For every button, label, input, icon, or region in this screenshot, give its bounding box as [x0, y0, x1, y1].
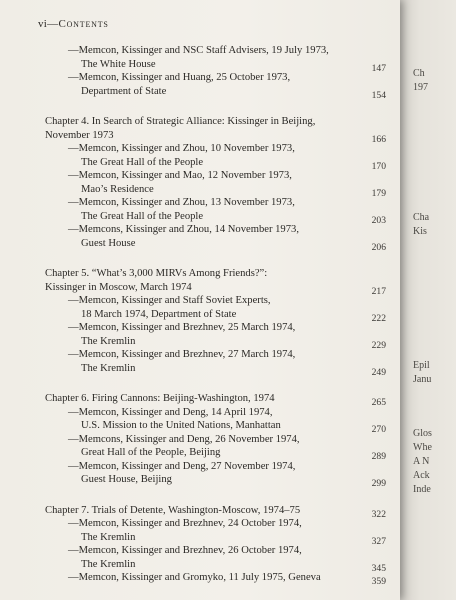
page-number: 299	[371, 478, 386, 489]
memcon-entry-line: The Kremlin	[81, 531, 136, 543]
section-title: Contents	[58, 18, 109, 30]
page-number: 359	[371, 576, 386, 587]
page-number: 147	[371, 62, 386, 74]
memcon-entry-line: —Memcon, Kissinger and Deng, 14 April 1974,	[68, 406, 273, 418]
memcon-entry-line: —Memcon, Kissinger and Brezhnev, 26 October 1974,	[68, 545, 302, 556]
memcon-entry-line: Mao’s Residence	[81, 183, 154, 195]
page-number: 217	[371, 285, 386, 297]
page-number: 206	[371, 241, 386, 253]
page-number: 203	[371, 214, 386, 226]
adjacent-fragment: Inde	[413, 484, 431, 495]
page-numeral: vi	[38, 18, 48, 30]
page-number: 166	[371, 133, 386, 145]
page-number: 327	[371, 535, 386, 547]
memcon-entry-line: The Kremlin	[81, 335, 136, 347]
memcon-entry-line: The Great Hall of the People	[81, 210, 204, 222]
memcon-entry-line: —Memcon, Kissinger and Brezhnev, 25 March 1974,	[68, 322, 296, 333]
page-number: 179	[371, 187, 386, 199]
memcon-entry-line: —Memcon, Kissinger and Mao, 12 November 1973,	[68, 170, 292, 181]
page-number: 345	[371, 562, 386, 574]
memcon-entry-line: Great Hall of the People, Beijing	[81, 447, 221, 458]
page-number: 265	[371, 397, 386, 408]
chapter-heading-line: Chapter 7. Trials of Detente, Washington-Moscow, 1974–75	[45, 504, 301, 516]
page-number: 229	[371, 339, 386, 351]
memcon-entry-line: —Memcon, Kissinger and Staff Soviet Experts,	[68, 295, 271, 306]
memcon-entry-line: The White House	[81, 58, 156, 70]
memcon-entry-line: Department of State	[81, 85, 167, 97]
adjacent-fragment: Cha	[413, 212, 430, 223]
adjacent-page	[400, 0, 456, 600]
memcon-entry-line: The Great Hall of the People	[81, 156, 204, 168]
page-number: 154	[371, 89, 386, 101]
chapter-heading-line: Chapter 6. Firing Cannons: Beijing-Washington, 1974	[45, 393, 275, 404]
memcon-entry-line: The Kremlin	[81, 558, 136, 570]
memcon-entry-line: —Memcon, Kissinger and Brezhnev, 27 March 1974,	[68, 349, 296, 360]
adjacent-fragment: Janu	[413, 374, 432, 385]
memcon-entry-line: —Memcon, Kissinger and Brezhnev, 24 October 1974,	[68, 518, 302, 529]
adjacent-fragment: Ack	[413, 470, 430, 481]
chapter-heading-line: Kissinger in Moscow, March 1974	[45, 281, 192, 293]
memcon-entry-line: Guest House, Beijing	[81, 474, 172, 485]
memcon-entry-line: —Memcon, Kissinger and NSC Staff Advisers, 19 July 1973,	[68, 45, 329, 56]
page-number: 222	[371, 312, 386, 324]
memcon-entry-line: —Memcon, Kissinger and Zhou, 13 November 1973,	[68, 197, 295, 208]
adjacent-fragment: Whe	[413, 442, 432, 453]
chapter-heading-line: Chapter 4. In Search of Strategic Alliance: Kissinger in Beijing,	[45, 116, 316, 127]
memcon-entry-line: Guest House	[81, 237, 136, 249]
adjacent-fragment: 197	[413, 82, 428, 93]
memcon-entry-line: —Memcons, Kissinger and Zhou, 14 November 1973,	[68, 224, 299, 235]
adjacent-fragment: Glos	[413, 428, 432, 439]
adjacent-fragment: Epil	[413, 360, 430, 371]
memcon-entry-line: 18 March 1974, Department of State	[81, 308, 237, 320]
memcon-entry-line: —Memcons, Kissinger and Deng, 26 November 1974,	[68, 433, 300, 445]
memcon-entry-line: —Memcon, Kissinger and Huang, 25 October 1973,	[68, 72, 291, 83]
memcon-entry-line: The Kremlin	[81, 362, 136, 374]
chapter-heading-line: Chapter 5. “What’s 3,000 MIRVs Among Friends?”:	[45, 268, 268, 279]
page-number: 322	[371, 508, 386, 520]
memcon-entry-line: —Memcon, Kissinger and Gromyko, 11 July 1975, Geneva	[68, 572, 321, 583]
header-dash: —	[47, 18, 59, 30]
page-number: 249	[371, 366, 386, 378]
chapter-heading-line: November 1973	[45, 129, 114, 141]
page-number: 170	[371, 160, 386, 172]
page-number: 270	[371, 424, 386, 435]
running-header	[38, 18, 109, 30]
memcon-entry-line: —Memcon, Kissinger and Deng, 27 November 1974,	[68, 460, 296, 472]
adjacent-fragment: Ch	[413, 68, 425, 79]
memcon-entry-line: —Memcon, Kissinger and Zhou, 10 November 1973,	[68, 143, 295, 154]
adjacent-fragment: Kis	[413, 226, 427, 237]
adjacent-fragment: A N	[413, 456, 430, 467]
page-number: 289	[371, 451, 386, 462]
memcon-entry-line: U.S. Mission to the United Nations, Manhattan	[81, 420, 281, 431]
